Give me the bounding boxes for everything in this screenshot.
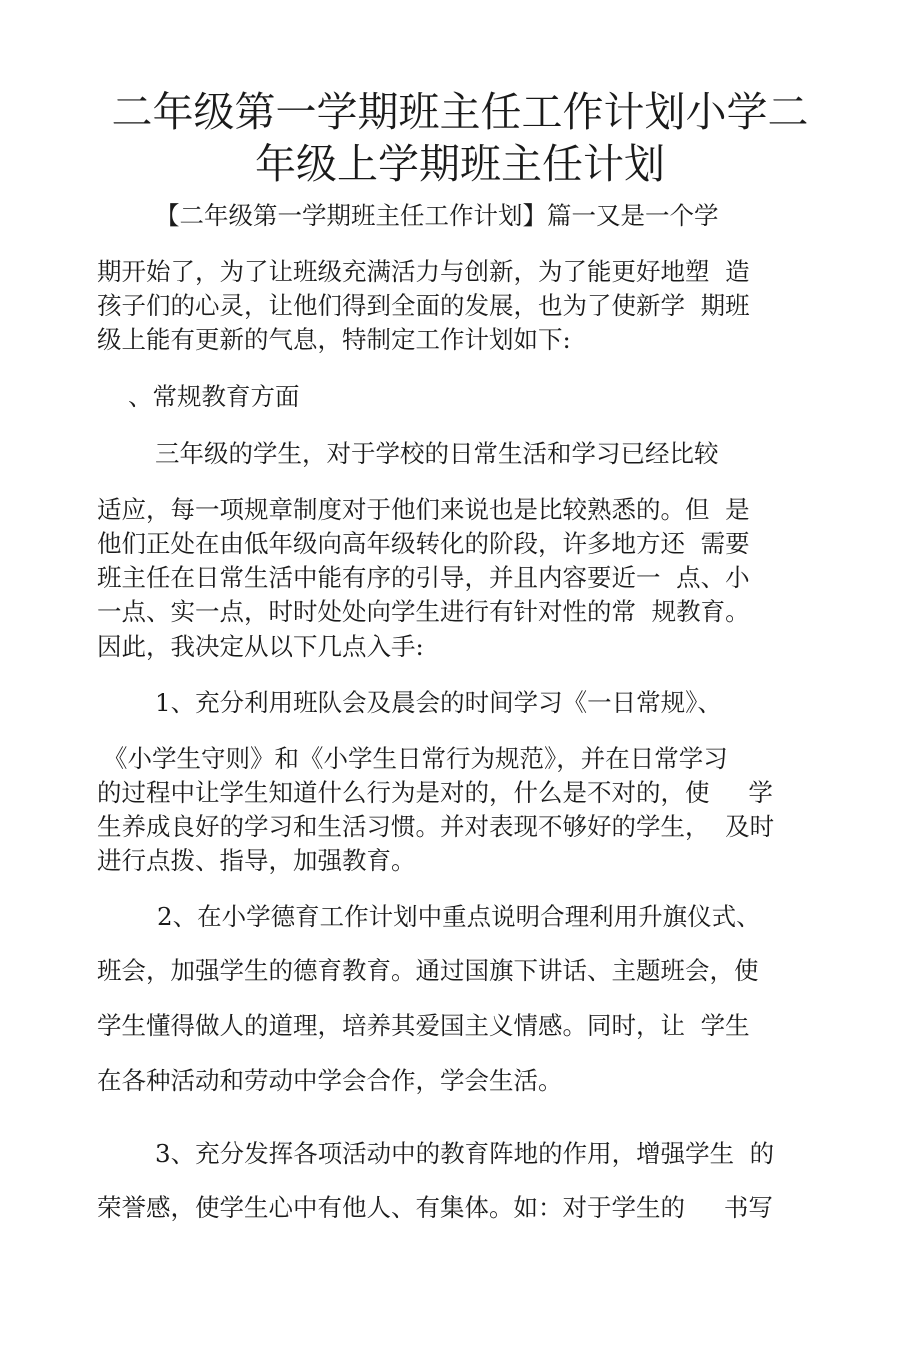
- text-line: 学生懂得做人的道理，培养其爱国主义情感。同时，让 学生: [97, 1011, 750, 1040]
- text-line: 《小学生守则》和《小学生日常行为规范》，并在日常学习: [103, 744, 728, 773]
- text-line: 的过程中让学生知道什么行为是对的，什么是不对的，使 学: [97, 778, 773, 807]
- text-line: 1、充分利用班队会及晨会的时间学习《一日常规》、: [155, 688, 722, 717]
- text-line: 三年级的学生，对于学校的日常生活和学习已经比较: [155, 439, 719, 468]
- text-line: 在各种活动和劳动中学会合作，学会生活。: [97, 1066, 563, 1095]
- text-line: 班会，加强学生的德育教育。通过国旗下讲话、主题班会，使: [97, 956, 759, 985]
- text-line: 期开始了，为了让班级充满活力与创新，为了能更好地塑 造: [97, 257, 750, 286]
- document-title-line-2: 年级上学期班主任计划: [255, 140, 665, 188]
- text-line: 班主任在日常生活中能有序的引导，并且内容要近一 点、小: [97, 563, 750, 592]
- text-line: 3、充分发挥各项活动中的教育阵地的作用，增强学生 的: [155, 1139, 775, 1168]
- document-title-line-1: 二年级第一学期班主任工作计划小学二: [111, 88, 809, 136]
- text-line: 【二年级第一学期班主任工作计划】篇一又是一个学: [155, 201, 719, 230]
- text-line: 因此，我决定从以下几点入手:: [97, 632, 424, 661]
- text-line: 2、在小学德育工作计划中重点说明合理利用升旗仪式、: [157, 902, 761, 931]
- heading-line: 、常规教育方面: [128, 382, 300, 411]
- text-line: 他们正处在由低年级向高年级转化的阶段，许多地方还 需要: [97, 529, 750, 558]
- text-line: 级上能有更新的气息，特制定工作计划如下:: [97, 325, 571, 354]
- text-line: 孩子们的心灵，让他们得到全面的发展，也为了使新学 期班: [97, 291, 750, 320]
- text-line: 荣誉感，使学生心中有他人、有集体。如：对于学生的 书写: [97, 1193, 773, 1222]
- text-line: 进行点拨、指导，加强教育。: [97, 846, 416, 875]
- text-line: 生养成良好的学习和生活习惯。并对表现不够好的学生， 及时: [97, 812, 775, 841]
- text-line: 一点、实一点，时时处处向学生进行有针对性的常 规教育。: [97, 597, 750, 626]
- text-line: 适应，每一项规章制度对于他们来说也是比较熟悉的。但 是: [97, 495, 750, 524]
